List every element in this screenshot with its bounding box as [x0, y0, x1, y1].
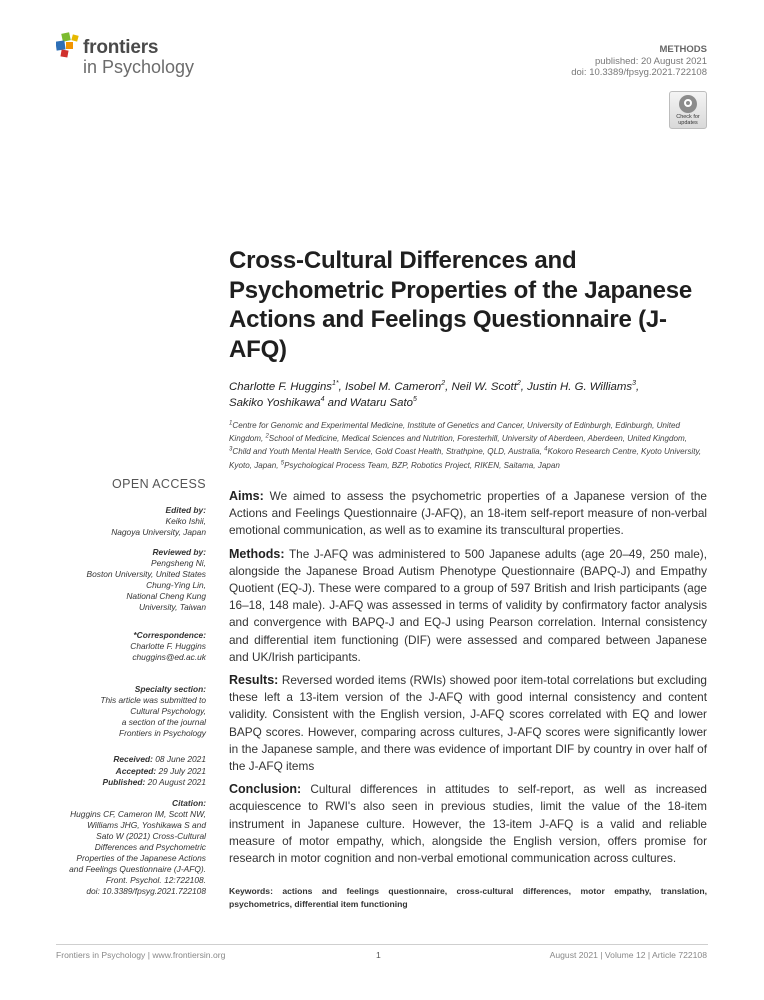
journal-brand: frontiers	[83, 37, 159, 58]
abstract-aims: Aims: We aimed to assess the psychometric properties of a Japanese version of the Actions and Feelings Questionnaire (J-AFQ), an 18-item self-report measure of non-verbal emotional communication, as well as to examine its transcultural properties.	[229, 489, 707, 538]
abstract	[229, 488, 707, 873]
check-updates-icon	[679, 95, 697, 113]
edited-by: Edited by: Keiko Ishii, Nagoya University, Japan	[111, 505, 206, 537]
published-date: published: 20 August 2021	[595, 55, 707, 67]
article-meta	[571, 44, 707, 79]
author[interactable]: Charlotte F. Huggins$^{1*}$	[229, 380, 339, 393]
author[interactable]: Neil W. Scott$^2$	[451, 380, 521, 393]
reviewed-by: Reviewed by: Pengsheng Ni, Boston University, United States Chung-Ying Lin, National Cheng Kung University, Taiwan	[86, 547, 206, 612]
correspondence-email[interactable]: chuggins@ed.ac.uk	[132, 652, 206, 662]
author[interactable]: Justin H. G. Williams$^3$	[527, 380, 636, 393]
open-access-label: OPEN ACCESS	[111, 477, 206, 491]
author[interactable]: Isobel M. Cameron$^2$	[344, 380, 446, 393]
footer-journal-link[interactable]: Frontiers in Psychology | www.frontiersin.org	[56, 950, 226, 960]
abstract-conclusion: Conclusion: Cultural differences in attitudes to self-report, as well as increased acquiescence to RWI's also seen in previous studies, limit the value of the 18-item instrument in Japanese culture. However, the 13-item J-AFQ is a valid and reliable measure of motor empathy, which, alongside the English version, offers promise for research in motor cognition and non-verbal emotional communication across cultures.	[229, 782, 707, 866]
received-date: Received: 08 June 2021	[113, 754, 206, 764]
page-number: 1	[376, 950, 381, 960]
footer-divider	[56, 944, 708, 945]
abstract-methods: Methods: The J-AFQ was administered to 500 Japanese adults (age 20–49, 250 male), alongside the Japanese Broad Autism Phenotype Questionnaire (BAPQ-J) and Empathy Quotient (EQ-J). These were compared to a group of 597 British and Irish participants (age 16–18, 148 male). J-AFQ was assessed in terms of validity by confirmatory factor analysis and convergence with BAPQ-J and EQ-J using Pearson correlation. Internal consistency and differential item functioning (DIF) were assessed and compared between Japanese and UK/Irish participants.	[229, 546, 707, 664]
article-type: METHODS	[659, 44, 707, 55]
article-dates	[60, 754, 206, 789]
accepted-date: Accepted: 29 July 2021	[115, 765, 206, 776]
frontiers-logo-icon	[56, 32, 82, 58]
author-list: Charlotte F. Huggins$^{1*}$, Isobel M. Cameron$^2$, Neil W. Scott$^2$, Justin H. G. Williams$^3$, Sakiko Yoshikawa$^4$ and Wataru Sato$^5$	[229, 380, 640, 409]
citation-doi[interactable]: doi: 10.3389/fpsyg.2021.722108	[86, 886, 206, 896]
affiliations: $^1$Centre for Genomic and Experimental Medicine, Institute of Genetics and Cancer, University of Edinburgh, Edinburgh, United Kingdom, $^2$School of Medicine, Medical Sciences and Nutrition, Foresterhill, University of Aberdeen, Aberdeen, United Kingdom, $^3$Child and Youth Mental Health Service, Gold Coast Health, Strathpine, QLD, Australia, $^4$Kokoro Research Centre, Kyoto University, Kyoto, Japan, $^5$Psychological Process Team, BZP, Robotics Project, RIKEN, Saitama, Japan	[229, 420, 702, 470]
author[interactable]: Sakiko Yoshikawa$^4$	[229, 395, 325, 409]
abstract-results: Results: Reversed worded items (RWIs) showed poor item-total correlations but excluding these left a 13-item version of the J-AFQ with good internal consistency and content validity. Consistent with the English version, J-AFQ scores correlated with EQ and lower BAPQ scores. However, comparing across cultures, J-AFQ scores were significantly lower in the Japanese sample, and there was evidence of important DIF by country in over half of the J-AFQ items	[229, 673, 707, 774]
footer-volume-info: August 2021 | Volume 12 | Article 722108	[549, 950, 707, 960]
journal-name: in Psychology	[83, 57, 195, 77]
published-date-sidebar: Published: 20 August 2021	[102, 777, 206, 787]
citation: Citation: Huggins CF, Cameron IM, Scott NW, Williams JHG, Yoshikawa S and Sato W (2021) Cross-Cultural Differences and Psychometric Properties of the Japanese Actions and Feelings Questionnaire (J-AFQ). Front. Psychol. 12:722108. doi: 10.3389/fpsyg.2021.722108	[60, 798, 206, 897]
correspondence: *Correspondence: Charlotte F. Huggins chuggins@ed.ac.uk	[60, 630, 206, 663]
article-doi[interactable]: doi: 10.3389/fpsyg.2021.722108	[571, 67, 707, 78]
author[interactable]: Wataru Sato$^5$	[349, 395, 417, 409]
article-title: Cross-Cultural Differences and Psychometric Properties of the Japanese Actions and Feelings Questionnaire (J-AFQ)	[229, 247, 693, 363]
specialty-section: Specialty section: This article was submitted to Cultural Psychology, a section of the journal Frontiers in Psychology	[100, 684, 206, 738]
check-for-updates-badge[interactable]: Check for updates	[669, 91, 707, 129]
keywords: Keywords: actions and feelings questionnaire, cross-cultural differences, motor empathy, translation, psychometrics, differential item functioning	[229, 886, 708, 909]
